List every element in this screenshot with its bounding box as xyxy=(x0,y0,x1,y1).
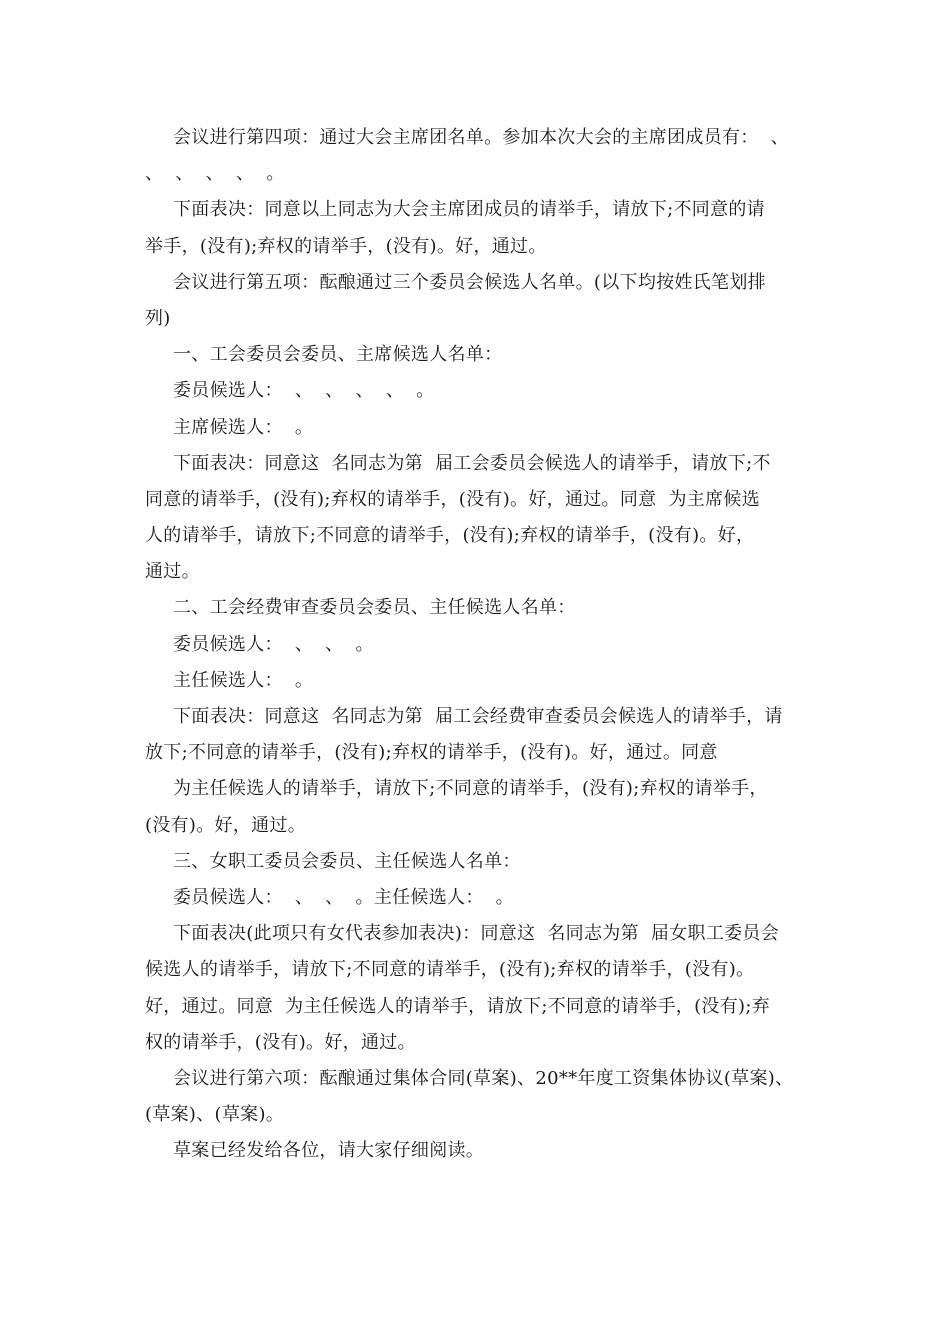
text-line: 通过。 xyxy=(145,561,200,583)
text-line: 列) xyxy=(145,307,171,329)
text-line: 候选人的请举手，请放下;不同意的请举手，(没有);弃权的请举手，(没有)。 xyxy=(145,959,755,981)
text-line: 一、工会委员会委员、主席候选人名单： xyxy=(173,344,503,366)
text-line: 下面表决：同意这 名同志为第 届工会经费审查委员会候选人的请举手，请 xyxy=(173,706,783,727)
text-line: 好，通过。同意 为主任候选人的请举手，请放下;不同意的请举手，(没有);弃 xyxy=(145,995,771,1017)
text-line: 、 、 、 、 。 xyxy=(145,163,285,185)
text-line: (没有)。好，通过。 xyxy=(145,814,307,836)
text-line: 人的请举手，请放下;不同意的请举手，(没有);弃权的请举手，(没有)。好， xyxy=(145,525,755,547)
text-line: 放下;不同意的请举手，(没有);弃权的请举手，(没有)。好，通过。同意 xyxy=(145,742,718,764)
text-line: 会议进行第四项：通过大会主席团名单。参加本次大会的主席团成员有： 、 xyxy=(173,127,789,148)
text-line: 二、工会经费审查委员会委员、主任候选人名单： xyxy=(173,597,576,619)
text-line: 为主任候选人的请举手，请放下;不同意的请举手，(没有);弃权的请举手， xyxy=(173,778,768,800)
text-line: 三、女职工委员会委员、主任候选人名单： xyxy=(173,850,521,872)
text-line: 委员候选人： 、 、 。主任候选人： 。 xyxy=(173,886,514,908)
text-line: 下面表决(此项只有女代表参加表决)：同意这 名同志为第 届女职工委员会 xyxy=(173,923,780,945)
text-line: 会议进行第六项：酝酿通过集体合同(草案)、20**年度工资集体协议(草案)、 xyxy=(173,1067,794,1089)
text-line: 草案已经发给各位，请大家仔细阅读。 xyxy=(173,1140,485,1162)
document-body xyxy=(145,120,813,1169)
text-line: 主席候选人： 。 xyxy=(173,416,314,438)
text-line: 权的请举手，(没有)。好，通过。 xyxy=(145,1031,416,1053)
text-line: 委员候选人： 、 、 、 、 。 xyxy=(173,380,435,402)
text-line: 主任候选人： 。 xyxy=(173,669,314,691)
text-line: 下面表决：同意以上同志为大会主席团成员的请举手，请放下;不同意的请 xyxy=(173,199,765,221)
text-line: 同意的请举手，(没有);弃权的请举手，(没有)。好，通过。同意 为主席候选 xyxy=(145,488,760,510)
text-line: (草案)、(草案)。 xyxy=(145,1104,285,1126)
text-line: 会议进行第五项：酝酿通过三个委员会候选人名单。(以下均按姓氏笔划排 xyxy=(173,271,766,293)
text-line: 举手，(没有);弃权的请举手，(没有)。好，通过。 xyxy=(145,235,547,257)
text-line: 下面表决：同意这 名同志为第 届工会委员会候选人的请举手，请放下;不 xyxy=(173,452,771,474)
text-line: 委员候选人： 、 、 。 xyxy=(173,633,374,655)
